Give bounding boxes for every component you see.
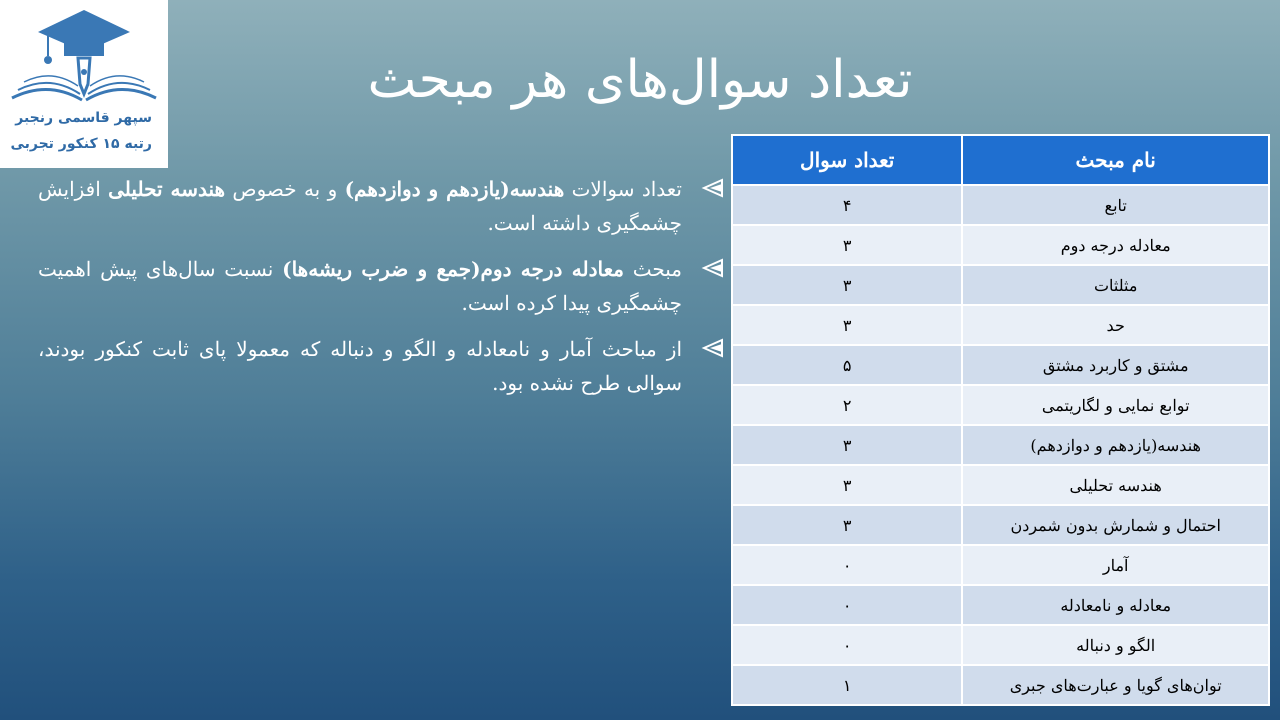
count-cell: ۴ bbox=[732, 185, 962, 225]
count-cell: ۳ bbox=[732, 505, 962, 545]
table-row bbox=[732, 225, 1269, 265]
bullet-text: افزایش چشمگیری داشته است. bbox=[38, 177, 682, 235]
arrow-bullet-icon bbox=[700, 256, 724, 280]
logo bbox=[0, 0, 168, 168]
topic-cell: معادله و نامعادله bbox=[962, 585, 1269, 625]
count-cell: ۰ bbox=[732, 545, 962, 585]
count-cell: ۰ bbox=[732, 625, 962, 665]
topic-cell: توان‌های گویا و عبارت‌های جبری bbox=[962, 665, 1269, 705]
table-row bbox=[732, 625, 1269, 665]
topic-question-table bbox=[731, 134, 1270, 706]
count-cell: ۳ bbox=[732, 425, 962, 465]
topic-cell: توابع نمایی و لگاریتمی bbox=[962, 385, 1269, 425]
page-title: تعداد سوال‌های هر مبحث bbox=[367, 50, 913, 110]
bullet-item bbox=[38, 332, 724, 400]
count-cell: ۳ bbox=[732, 265, 962, 305]
table-row bbox=[732, 345, 1269, 385]
table-row bbox=[732, 385, 1269, 425]
bullet-text: مبحث bbox=[623, 257, 682, 281]
count-cell: ۰ bbox=[732, 585, 962, 625]
count-cell: ۵ bbox=[732, 345, 962, 385]
table-row bbox=[732, 425, 1269, 465]
topic-cell: حد bbox=[962, 305, 1269, 345]
header-topic: نام مبحث bbox=[962, 135, 1269, 185]
table-row bbox=[732, 465, 1269, 505]
bullet-text: نسبت سال‌های پیش اهمیت چشمگیری پیدا کرده است. bbox=[38, 257, 682, 315]
topic-cell: مشتق و کاربرد مشتق bbox=[962, 345, 1269, 385]
graduation-cap-book-icon bbox=[8, 6, 160, 106]
topic-cell: تابع bbox=[962, 185, 1269, 225]
table-row bbox=[732, 545, 1269, 585]
topic-cell: هندسه(یازدهم و دوازدهم) bbox=[962, 425, 1269, 465]
table-row bbox=[732, 665, 1269, 705]
bullet-bold: معادله درجه دوم(جمع و ضرب ریشه‌ها) bbox=[282, 257, 624, 281]
table-row bbox=[732, 265, 1269, 305]
bullet-text: تعداد سوالات bbox=[564, 177, 682, 201]
bullet-list bbox=[38, 172, 724, 412]
topic-cell: آمار bbox=[962, 545, 1269, 585]
bullet-item bbox=[38, 252, 724, 320]
table-header-row bbox=[732, 135, 1269, 185]
logo-rank: رتبه ۱۵ کنکور تجربی bbox=[10, 136, 152, 152]
arrow-bullet-icon bbox=[700, 336, 724, 360]
topic-cell: هندسه تحلیلی bbox=[962, 465, 1269, 505]
topic-cell: احتمال و شمارش بدون شمردن bbox=[962, 505, 1269, 545]
count-cell: ۲ bbox=[732, 385, 962, 425]
topic-cell: الگو و دنباله bbox=[962, 625, 1269, 665]
bullet-item bbox=[38, 172, 724, 240]
bullet-text: از مباحث آمار و نامعادله و الگو و دنباله که معمولا پای ثابت کنکور بودند، سوالی طرح نشده بود. bbox=[38, 337, 682, 395]
table-row bbox=[732, 585, 1269, 625]
bullet-bold: هندسه تحلیلی bbox=[108, 177, 226, 201]
table-row bbox=[732, 185, 1269, 225]
topic-cell: مثلثات bbox=[962, 265, 1269, 305]
table-row bbox=[732, 305, 1269, 345]
count-cell: ۱ bbox=[732, 665, 962, 705]
count-cell: ۳ bbox=[732, 225, 962, 265]
bullet-text: و به خصوص bbox=[225, 177, 345, 201]
table-row bbox=[732, 505, 1269, 545]
logo-name: سپهر قاسمی رنجبر bbox=[15, 110, 152, 126]
topic-cell: معادله درجه دوم bbox=[962, 225, 1269, 265]
header-count: تعداد سوال bbox=[732, 135, 962, 185]
count-cell: ۳ bbox=[732, 465, 962, 505]
arrow-bullet-icon bbox=[700, 176, 724, 200]
bullet-bold: هندسه(یازدهم و دوازدهم) bbox=[344, 177, 565, 201]
count-cell: ۳ bbox=[732, 305, 962, 345]
